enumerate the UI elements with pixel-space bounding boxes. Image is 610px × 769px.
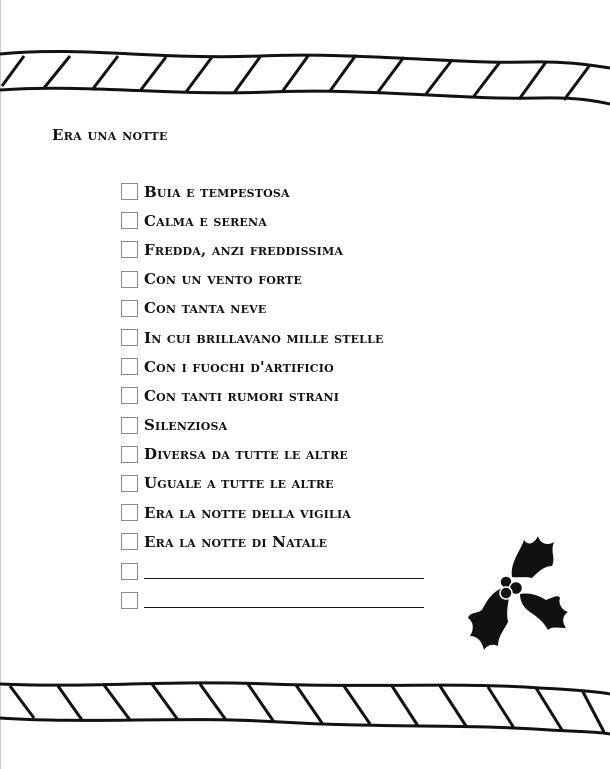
checkbox[interactable] <box>121 271 138 288</box>
checklist-item-label: Fredda, anzi freddissima <box>144 240 344 259</box>
checkbox[interactable] <box>121 329 138 346</box>
checklist-item <box>121 294 441 323</box>
stripe-border-art <box>0 44 610 110</box>
checklist-item-label: Con i fuochi d'artificio <box>144 357 334 376</box>
section-heading: Era una notte <box>52 126 168 144</box>
checkbox[interactable] <box>121 533 138 550</box>
checklist-item-label: Uguale a tutte le altre <box>144 474 334 493</box>
checklist-item-label: Con tanti rumori strani <box>144 386 340 405</box>
holly-icon <box>462 522 574 662</box>
checklist-item-label: Era la notte di Natale <box>144 532 328 551</box>
checklist-item-label: Buia e tempestosa <box>144 182 290 201</box>
checklist-item <box>121 440 441 469</box>
write-in-line[interactable] <box>144 564 424 579</box>
checklist-item <box>121 352 441 381</box>
checkbox[interactable] <box>121 504 138 521</box>
checklist-item-label: Era la notte della vigilia <box>144 503 352 522</box>
checkbox[interactable] <box>121 358 138 375</box>
write-in-line[interactable] <box>144 593 424 608</box>
checklist-item-label: Con un vento forte <box>144 270 303 289</box>
checkbox[interactable] <box>121 417 138 434</box>
holly-drawing <box>462 522 574 662</box>
checklist-item-label: Diversa da tutte le altre <box>144 445 348 464</box>
page-edge <box>0 0 1 769</box>
checklist-item-label: In cui brillavano mille stelle <box>144 328 384 347</box>
bottom-stripe-border <box>0 676 610 740</box>
checklist-item <box>121 265 441 294</box>
checklist-item <box>121 411 441 440</box>
top-stripe-border <box>0 44 610 110</box>
checkbox[interactable] <box>121 387 138 404</box>
checkbox[interactable] <box>121 563 138 580</box>
checkbox[interactable] <box>121 300 138 317</box>
checklist-item-label: Con tanta neve <box>144 299 267 318</box>
checklist-item <box>121 323 441 352</box>
checkbox[interactable] <box>121 212 138 229</box>
stripe-border-art <box>0 676 610 740</box>
checklist-item <box>121 206 441 235</box>
checkbox[interactable] <box>121 592 138 609</box>
checklist-item-label: Silenziosa <box>144 416 228 435</box>
blank-checklist-item <box>121 556 441 585</box>
checklist-item <box>121 177 441 206</box>
checkbox[interactable] <box>121 446 138 463</box>
checklist-item <box>121 469 441 498</box>
checkbox[interactable] <box>121 183 138 200</box>
checkbox[interactable] <box>121 475 138 492</box>
checkbox[interactable] <box>121 241 138 258</box>
checklist-item <box>121 527 441 556</box>
checklist-item <box>121 498 441 527</box>
checklist-item <box>121 235 441 264</box>
options-checklist <box>121 177 441 615</box>
checklist-item <box>121 381 441 410</box>
checklist-item-label: Calma e serena <box>144 211 267 230</box>
blank-checklist-item <box>121 586 441 615</box>
